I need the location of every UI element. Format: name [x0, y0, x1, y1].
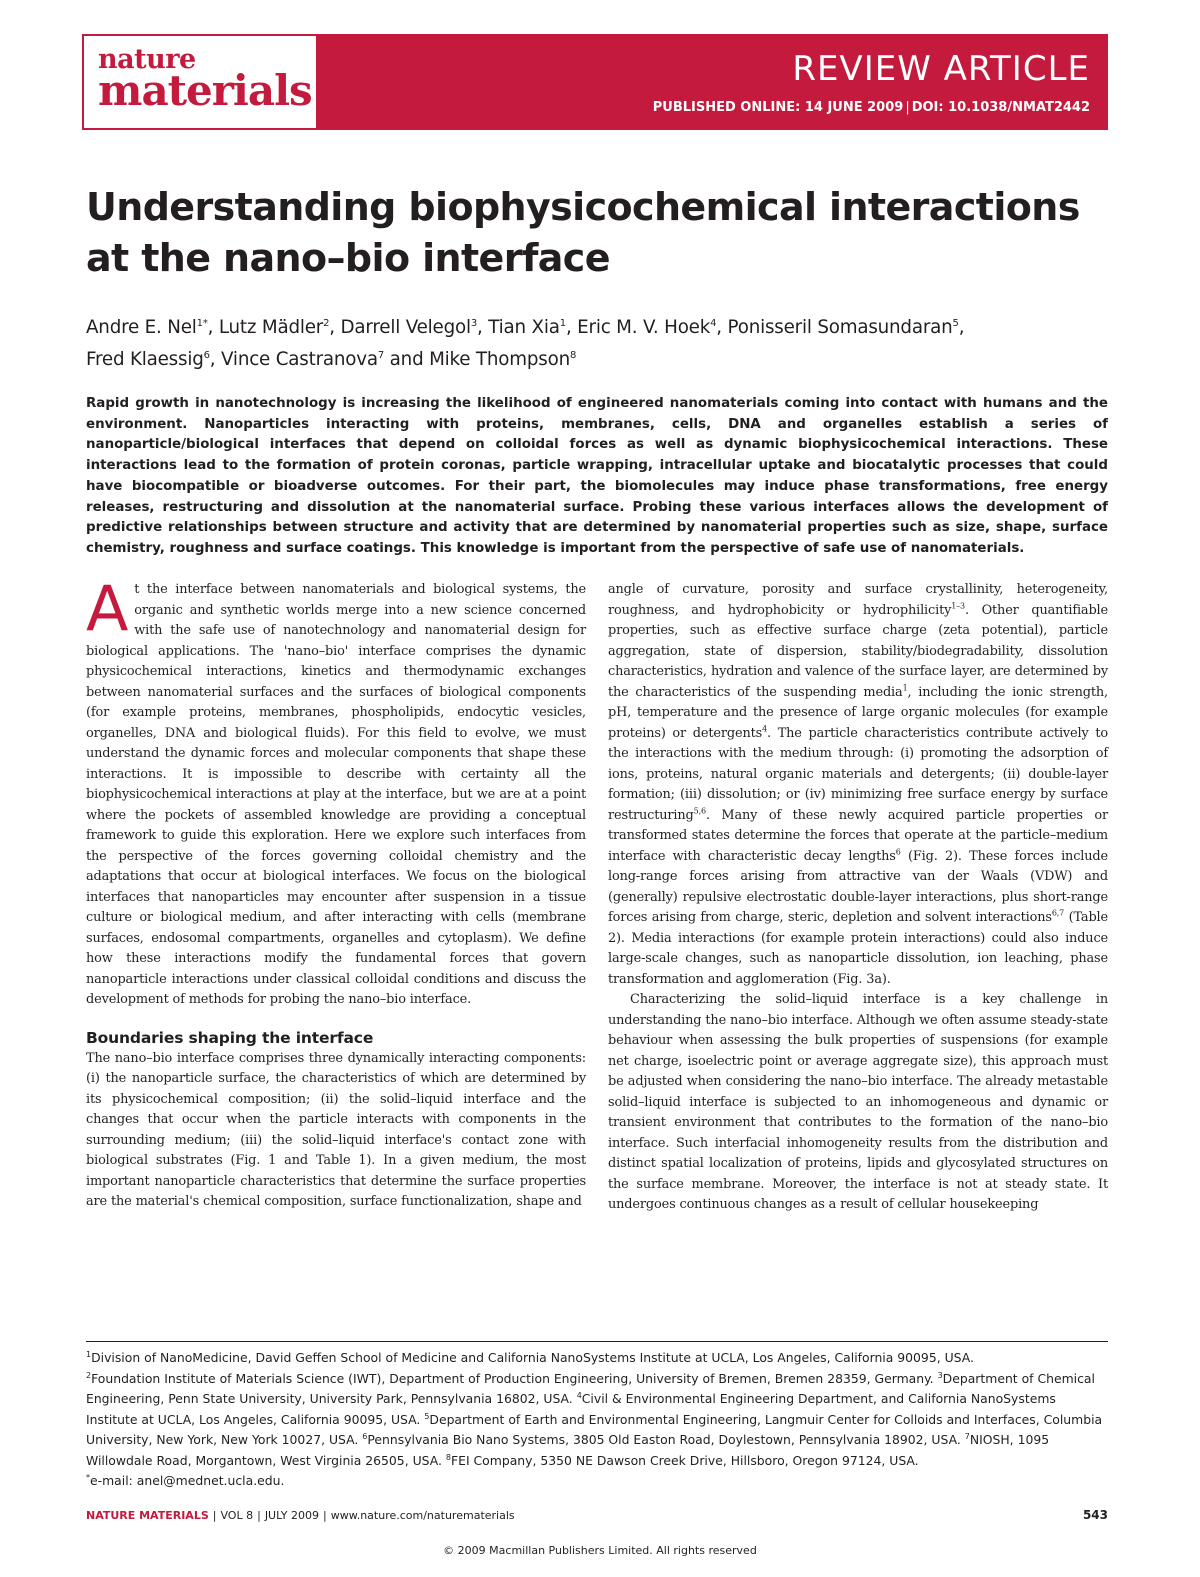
author: Ponisseril Somasundaran — [727, 317, 953, 339]
footer-separator: | — [212, 1509, 217, 1522]
author-affiliation-mark: 8 — [569, 350, 577, 362]
footnote-mark: 3 — [937, 1370, 943, 1380]
drop-cap: A — [86, 572, 129, 645]
intro-text: t the interface between nanomaterials and biological systems, the organic and synthetic worlds merge into a new science concerned with the safe use of nanotechnology and nanomaterial design for biological applications. The 'nano–bio' interface comprises the dynamic physicochemical interactions, kinetics and thermodynamic exchanges between nanomaterial surfaces and the surfaces of biological components (for example proteins, membranes, phospholipids, endocytic vesicles, organelles, DNA and biological fluids). For this field to evolve, we must understand the dynamic forces and molecular components that shape these interactions. It is impossible to describe with certainty all the biophysicochemical interactions at play at the interface, but we are at a point where the pockets of assembled knowledge are providing a conceptual framework to guide this exploration. Here we explore such interfaces from the perspective of the forces governing colloidal chemistry and the adaptations that occur at biological interfaces. We focus on the biological interfaces that nanoparticles may encounter after suspension in a tissue culture or biological medium, and after interacting with cells (membrane surfaces, endosomal compartments, organelles and cytoplasm). We define how these interactions modify the fundamental forces that govern nanoparticle interactions under classical colloidal conditions and discuss the development of methods for probing the nano–bio interface. — [86, 582, 586, 1007]
section-paragraph: The nano–bio interface comprises three dynamically interacting components: (i) the nanoparticle surface, the characteristics of which are determined by its physicochemical composition; (ii) the solid–liquid interface and the changes that occur when the particle interacts with components in the surrounding medium; (iii) the solid–liquid interface's contact zone with biological substrates (Fig. 1 and Table 1). In a given medium, the most important nanoparticle characteristics that determine the surface properties are the material's chemical composition, surface functionalization, shape and — [86, 1050, 586, 1209]
copyright-notice: © 2009 Macmillan Publishers Limited. All rights reserved — [443, 1544, 757, 1557]
body-paragraph: Characterizing the solid–liquid interface is a key challenge in understanding the nano–bio interface. Although we often assume steady-state behaviour when assessing the bulk properties of suspensions (for example net charge, isoelectric point or average aggregate size), this approach must be adjusted when considering the nano–bio interface. The already metastable solid–liquid interface is subjected to an inhomogeneous and dynamic or transient environment that contributes to the formation of the nano–bio interface. Such interfacial inhomogeneity results from the distribution and distinct spatial localization of proteins, lipids and glycosylated structures on the surface membrane. Moreover, the interface is not at steady state. It undergoes continuous changes as a result of cellular housekeeping — [608, 992, 1108, 1212]
footer-volume: VOL 8 — [220, 1509, 254, 1522]
footnote-mark: 4 — [576, 1390, 582, 1400]
footnote-mark: 6 — [362, 1431, 368, 1441]
article-title: Understanding biophysicochemical interactions at the nano–bio interface — [86, 185, 1080, 280]
footer-url[interactable]: www.nature.com/naturematerials — [330, 1509, 515, 1522]
body-column-left — [86, 572, 586, 1213]
footer-date: JULY 2009 — [264, 1509, 319, 1522]
author-affiliation-mark: 2 — [323, 318, 330, 329]
author-affiliation-mark: 3 — [470, 318, 478, 329]
corresponding-email[interactable]: e-mail: anel@mednet.ucla.edu. — [90, 1473, 285, 1488]
citation-ref[interactable]: 1–3 — [951, 601, 965, 611]
author-separator: , — [565, 317, 578, 339]
logo-nature-text: nature — [98, 44, 196, 75]
author-affiliation-mark: 7 — [377, 350, 385, 362]
page-footer — [86, 1510, 515, 1521]
body-text: . Many of these newly acquired particle properties or transformed states determine the forces that operate at the particle–medium interface with characteristic decay lengths — [608, 807, 1108, 864]
affiliation: Department of Chemical Engineering, Penn State University, University Park, Pennsylvania 16802, USA. — [86, 1370, 1095, 1406]
author-separator: , — [958, 317, 965, 339]
author: Tian Xia — [488, 317, 560, 339]
affiliation: Foundation Institute of Materials Science (IWT), Department of Production Engineering, University of Bremen, Bremen 28359, Germany. — [91, 1370, 934, 1386]
author: Darrell Velegol — [340, 317, 471, 339]
footer-separator: | — [257, 1509, 261, 1522]
author: Eric M. V. Hoek — [577, 317, 711, 339]
article-type-label: REVIEW ARTICLE — [792, 49, 1090, 89]
affiliations-footnotes — [86, 1348, 1108, 1492]
citation-ref[interactable]: 1 — [902, 683, 908, 693]
intro-paragraph — [86, 572, 586, 1011]
affiliation: Pennsylvania Bio Nano Systems, 3805 Old Easton Road, Doylestown, Pennsylvania 18902, USA. — [367, 1432, 961, 1447]
footnote-mark: 7 — [964, 1431, 970, 1441]
body-text: , including the ionic strength, pH, temperature and the presence of large organic molecules (for example proteins) or detergents — [608, 684, 1109, 741]
citation-ref[interactable]: 6,7 — [1051, 908, 1065, 918]
author-separator: , — [716, 317, 728, 339]
affiliation: NIOSH, 1095 Willowdale Road, Morgantown, West Virginia 26505, USA. — [86, 1432, 1050, 1468]
affiliation: Division of NanoMedicine, David Geffen School of Medicine and California NanoSystems Institute at UCLA, Los Angeles, California 90095, USA. — [91, 1350, 974, 1365]
author-affiliation-mark: 1 — [559, 318, 566, 329]
author-separator: and — [384, 349, 430, 371]
footer-journal: NATURE MATERIALS — [86, 1509, 209, 1522]
author: Mike Thompson — [429, 349, 570, 371]
author: Andre E. Nel — [86, 317, 197, 339]
body-paragraph — [608, 580, 1108, 990]
doi-link[interactable]: DOI: 10.1038/NMAT2442 — [911, 100, 1090, 115]
body-text: (Table 2). Media interactions (for example protein interactions) could also induce large-scale changes, such as nanoparticle dissolution, ion leaching, phase transformation and agglomeration (Fig. 3a). — [608, 910, 1108, 987]
publication-info — [653, 101, 1090, 114]
author-affiliation-mark: 5 — [952, 318, 959, 329]
affiliation: Civil & Environmental Engineering Department, and California NanoSystems Institute at UCLA, Los Angeles, California 90095, USA. — [86, 1391, 1056, 1427]
body-text: (Fig. 2). These forces include long-range forces arising from attractive van der Waals (VDW) and (generally) repulsive electrostatic double-layer interactions, plus short-range forces arising from charge, steric, depletion and solvent interactions — [608, 848, 1108, 925]
body-text: . Other quantifiable properties, such as effective surface charge (zeta potential), particle aggregation, state of dispersion, stability/biodegradability, dissolution characteristics, hydration and valence of the surface layer, are determined by the characteristics of the suspending media — [608, 602, 1109, 700]
page-number: 543 — [1082, 1508, 1108, 1522]
affiliation: Department of Earth and Environmental Engineering, Langmuir Center for Colloids and Interfaces, Columbia University, New York, New York 10027, USA. — [86, 1411, 1103, 1447]
footnote-mark: 5 — [424, 1411, 430, 1421]
citation-ref[interactable]: 5,6 — [693, 806, 706, 816]
author: Lutz Mädler — [218, 317, 324, 339]
footnote-mark: * — [86, 1472, 90, 1482]
footer-separator: | — [323, 1509, 327, 1522]
abstract: Rapid growth in nanotechnology is increasing the likelihood of engineered nanomaterials coming into contact with humans and the environment. Nanoparticles interacting with proteins, membranes, cells, DNA and organelles establish a series of nanoparticle/biological interfaces that depend on colloidal forces as well as dynamic biophysicochemical interactions. These interactions lead to the formation of protein coronas, particle wrapping, intracellular uptake and biocatalytic processes that could have biocompatible or bioadverse outcomes. For their part, the biomolecules may induce phase transformations, free energy releases, restructuring and dissolution at the nanomaterial surface. Probing these various interfaces allows the development of predictive relationships between structure and activity that are determined by nanomaterial properties such as size, shape, surface chemistry, roughness and surface coatings. This knowledge is important from the perspective of safe use of nanomaterials. — [86, 396, 1108, 556]
footnote-mark: 1 — [86, 1349, 92, 1359]
body-text: angle of curvature, porosity and surface crystallinity, heterogeneity, roughness, and hydrophobicity or hydrophilicity — [608, 582, 1108, 618]
footnote-mark: 2 — [86, 1370, 92, 1380]
body-text: . The particle characteristics contribute actively to the interactions with the medium through: (i) promoting the adsorption of ions, proteins, natural organic materials and detergents; (ii) double-layer formation; (iii) dissolution; or (iv) minimizing free surface energy by surface restructuring — [608, 725, 1108, 823]
citation-ref[interactable]: 6 — [895, 847, 901, 857]
author: Vince Castranova — [221, 349, 378, 371]
citation-ref[interactable]: 4 — [762, 724, 768, 734]
body-column-right — [608, 580, 1108, 1216]
logo-materials-text: materials — [98, 66, 312, 115]
author-separator: , — [209, 349, 222, 371]
author-separator: , — [477, 317, 489, 339]
pubinfo-separator: | — [905, 100, 910, 115]
published-date: PUBLISHED ONLINE: 14 JUNE 2009 — [652, 100, 904, 115]
author-separator: , — [207, 317, 219, 339]
footnote-divider — [86, 1341, 1108, 1342]
author: Fred Klaessig — [86, 349, 204, 371]
author-affiliation-mark: 1* — [196, 318, 208, 329]
footnote-mark: 8 — [445, 1452, 451, 1462]
author-affiliation-mark: 4 — [710, 318, 717, 329]
author-affiliation-mark: 6 — [203, 350, 210, 362]
affiliation: FEI Company, 5350 NE Dawson Creek Drive, Hillsboro, Oregon 97124, USA. — [450, 1452, 919, 1468]
journal-logo[interactable] — [84, 36, 316, 128]
author-list — [86, 310, 1116, 374]
section-heading: Boundaries shaping the interface — [86, 1028, 374, 1047]
author-separator: , — [329, 317, 341, 339]
